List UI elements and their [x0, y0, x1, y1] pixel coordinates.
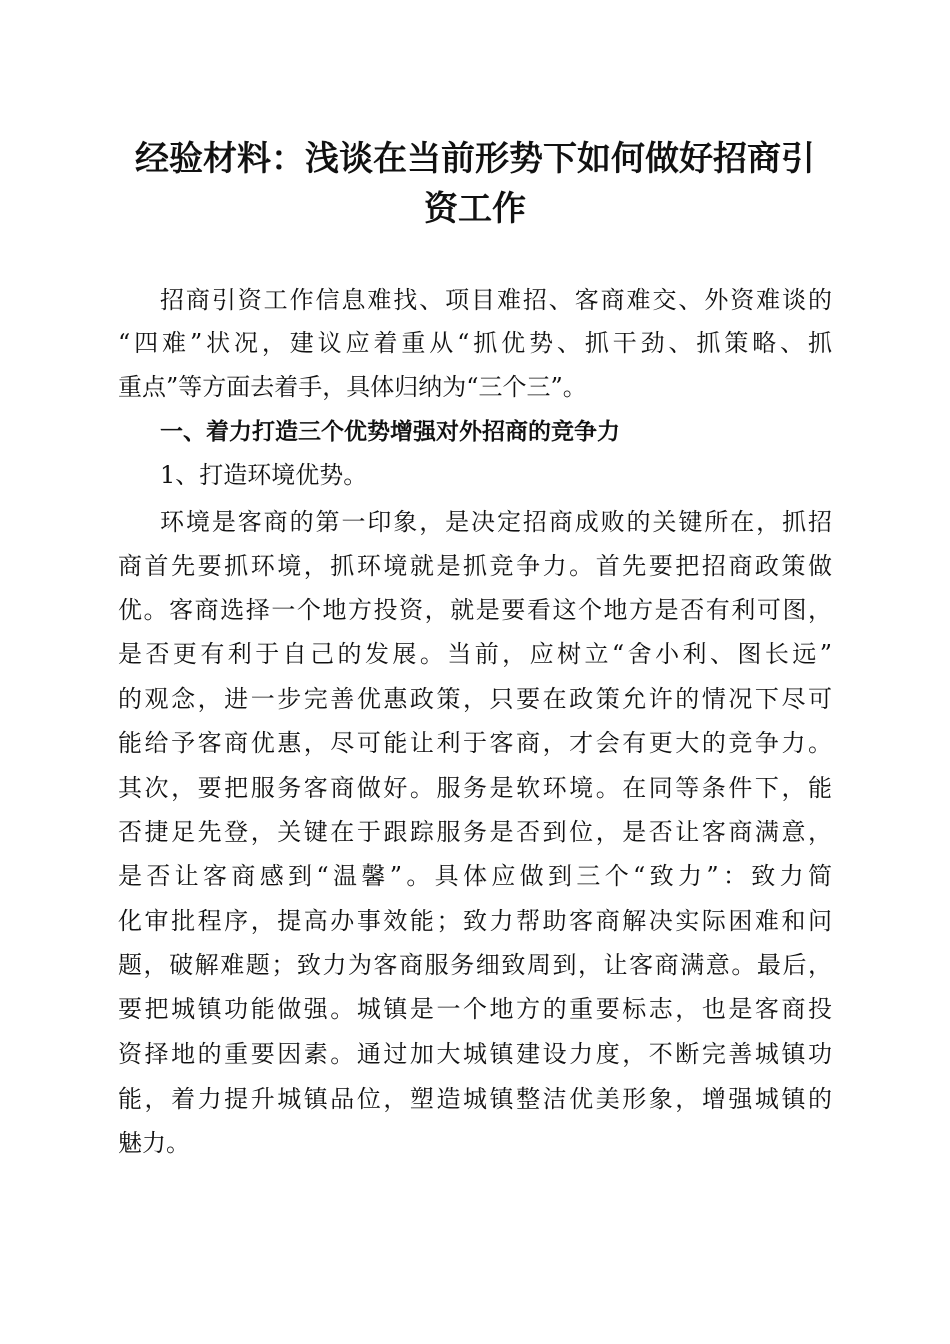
- body-line-13: 资择地的重要因素。通过加大城镇建设力度，不断完善城镇功: [118, 1040, 832, 1068]
- body-line-12: 要把城镇功能做强。城镇是一个地方的重要标志，也是客商投: [118, 995, 832, 1023]
- intro-line-3: 重点”等方面去着手，具体归纳为“三个三”。: [118, 373, 587, 401]
- body-line-15: 魅力。: [118, 1129, 190, 1157]
- intro-line-2: “四难”状况，建议应着重从“抓优势、抓干劲、抓策略、抓: [118, 329, 832, 357]
- body-line-14: 能，着力提升城镇品位，塑造城镇整洁优美形象，增强城镇的: [118, 1085, 832, 1113]
- subsection-title: 1、打造环境优势。: [160, 461, 368, 489]
- document-title-line-1: 经验材料：浅谈在当前形势下如何做好招商引: [135, 139, 815, 179]
- section-heading: 一、着力打造三个优势增强对外招商的竞争力: [160, 419, 620, 445]
- body-line-4: 是否更有利于自己的发展。当前，应树立“舍小利、图长远”: [118, 640, 832, 668]
- body-line-3: 优。客商选择一个地方投资，就是要看这个地方是否有利可图，: [118, 596, 832, 624]
- document-title-line-2: 资工作: [424, 189, 526, 229]
- body-line-5: 的观念，进一步完善优惠政策，只要在政策允许的情况下尽可: [118, 685, 832, 713]
- body-line-1: 环境是客商的第一印象，是决定招商成败的关键所在，抓招: [160, 508, 832, 536]
- body-line-8: 否捷足先登，关键在于跟踪服务是否到位，是否让客商满意，: [118, 818, 832, 846]
- intro-line-1: 招商引资工作信息难找、项目难招、客商难交、外资难谈的: [160, 286, 832, 314]
- body-line-6: 能给予客商优惠，尽可能让利于客商，才会有更大的竞争力。: [118, 729, 832, 757]
- body-line-7: 其次，要把服务客商做好。服务是软环境。在同等条件下，能: [118, 774, 832, 802]
- body-line-2: 商首先要抓环境，抓环境就是抓竞争力。首先要把招商政策做: [118, 552, 832, 580]
- body-line-10: 化审批程序，提高办事效能；致力帮助客商解决实际困难和问: [118, 907, 832, 935]
- body-line-9: 是否让客商感到“温馨”。具体应做到三个“致力”：致力简: [118, 862, 832, 890]
- body-line-11: 题，破解难题；致力为客商服务细致周到，让客商满意。最后，: [118, 951, 832, 979]
